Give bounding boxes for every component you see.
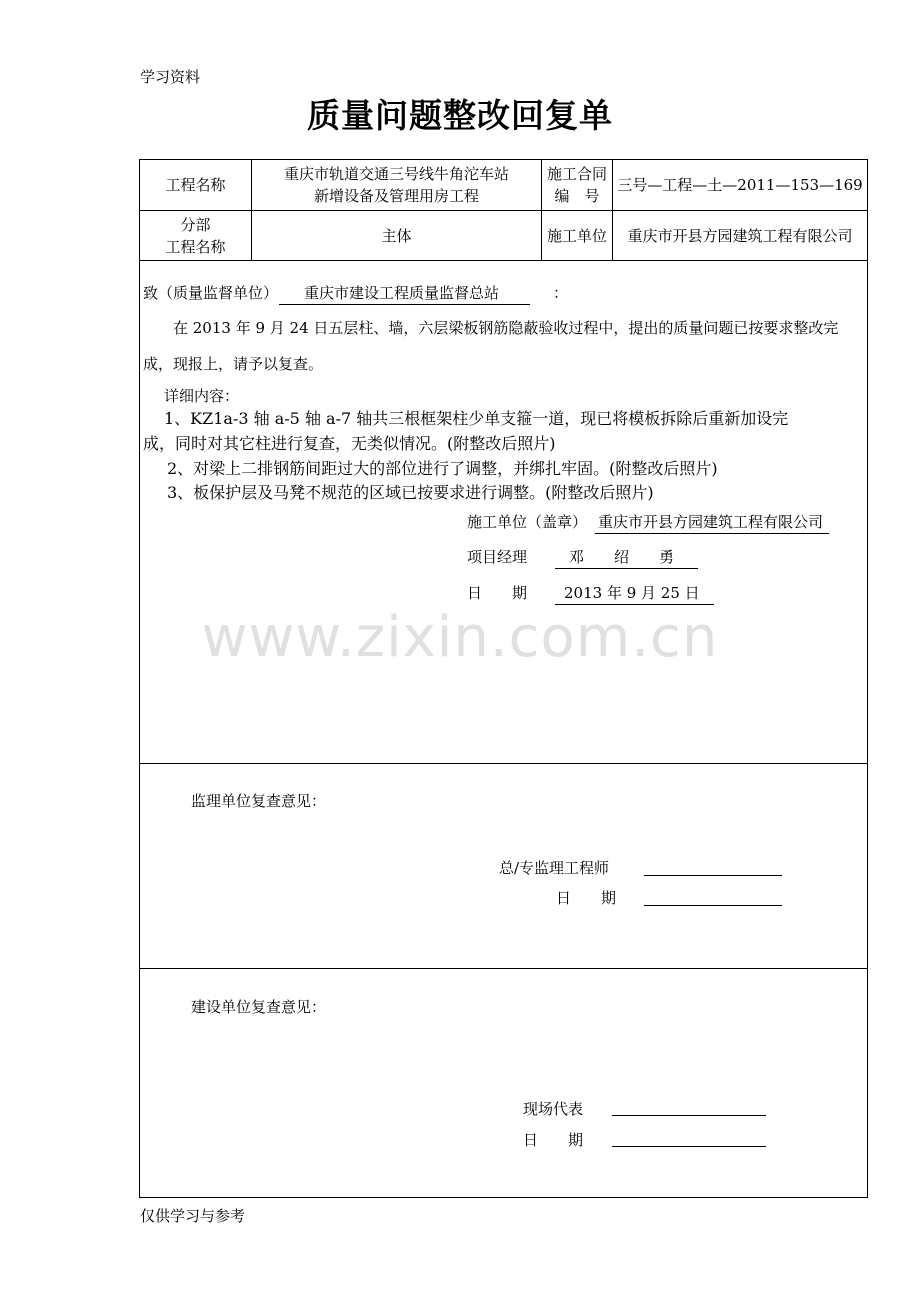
project-manager-label: 项目经理 (467, 548, 528, 566)
owner-opinion-title: 建设单位复查意见： (191, 998, 327, 1016)
submit-date-value: 2013 年 9 月 25 日 (555, 582, 714, 605)
supervision-opinion-title: 监理单位复查意见： (191, 792, 327, 810)
page-title: 质量问题整改回复单 (307, 96, 613, 135)
sub-project-label-line: 分部 (180, 215, 211, 234)
addressee-value: 重庆市建设工程质量监督总站 (279, 282, 530, 305)
contractor-label: 施工单位 (546, 226, 607, 245)
supervising-engineer-signature-line (644, 875, 782, 876)
sub-project-label-line: 工程名称 (165, 237, 226, 256)
section-divider (140, 763, 867, 764)
detail-item-1: 1、KZ1a-3 轴 a-5 轴 a-7 轴共三根框架柱少单支箍一道，现已将模板拆除后重新加设完 (164, 409, 789, 428)
project-manager-value: 邓 绍 勇 (555, 546, 698, 569)
contractor-value: 重庆市开县方园建筑工程有限公司 (627, 226, 853, 245)
row-divider (140, 260, 867, 261)
project-name-label: 工程名称 (165, 176, 226, 194)
supervision-date-label: 日 期 (556, 889, 617, 907)
detail-item-2: 2、对梁上二排钢筋间距过大的部位进行了调整，并绑扎牢固。(附整改后照片) (167, 459, 718, 478)
addressee-prefix: 致（质量监督单位） (143, 284, 279, 302)
section-divider (140, 968, 867, 969)
contract-no-value: 三号—工程—土—2011—153—169 (617, 176, 863, 194)
project-name-value (252, 160, 541, 210)
watermark: www.zixin.com.cn (201, 605, 719, 670)
contractor-seal-value: 重庆市开县方园建筑工程有限公司 (595, 511, 829, 534)
supervising-engineer-label: 总/专监理工程师 (499, 859, 610, 877)
sub-project-label (140, 211, 251, 260)
report-paragraph-line: 在 2013 年 9 月 24 日五层柱、墙，六层梁板钢筋隐蔽验收过程中，提出的质量问题已按要求整改完 (173, 319, 839, 337)
submit-date-label: 日 期 (467, 584, 528, 602)
sub-project-value: 主体 (381, 226, 412, 245)
project-name-line: 新增设备及管理用房工程 (313, 187, 479, 205)
contract-no-label (542, 160, 612, 210)
supervision-date-line (644, 905, 782, 906)
site-representative-label: 现场代表 (523, 1100, 584, 1118)
contract-no-label-line: 施工合同 (546, 165, 607, 183)
detail-item-3: 3、板保护层及马凳不规范的区域已按要求进行调整。(附整改后照片) (167, 483, 654, 502)
owner-date-label: 日 期 (523, 1131, 584, 1149)
contract-no-label-line: 编 号 (554, 187, 600, 205)
header-note: 学习资料 (140, 68, 201, 86)
details-label: 详细内容： (164, 387, 240, 405)
footer-note: 仅供学习与参考 (140, 1207, 246, 1225)
addressee-suffix: ： (553, 284, 569, 302)
site-representative-signature-line (612, 1115, 766, 1116)
contractor-seal-label: 施工单位（盖章） (467, 513, 588, 531)
detail-item-1-cont: 成，同时对其它柱进行复查，无类似情况。(附整改后照片) (143, 434, 556, 453)
project-name-line: 重庆市轨道交通三号线牛角沱车站 (283, 165, 509, 183)
report-paragraph-line: 成，现报上，请予以复查。 (143, 355, 324, 373)
form-table (139, 159, 868, 1198)
owner-date-line (612, 1146, 766, 1147)
